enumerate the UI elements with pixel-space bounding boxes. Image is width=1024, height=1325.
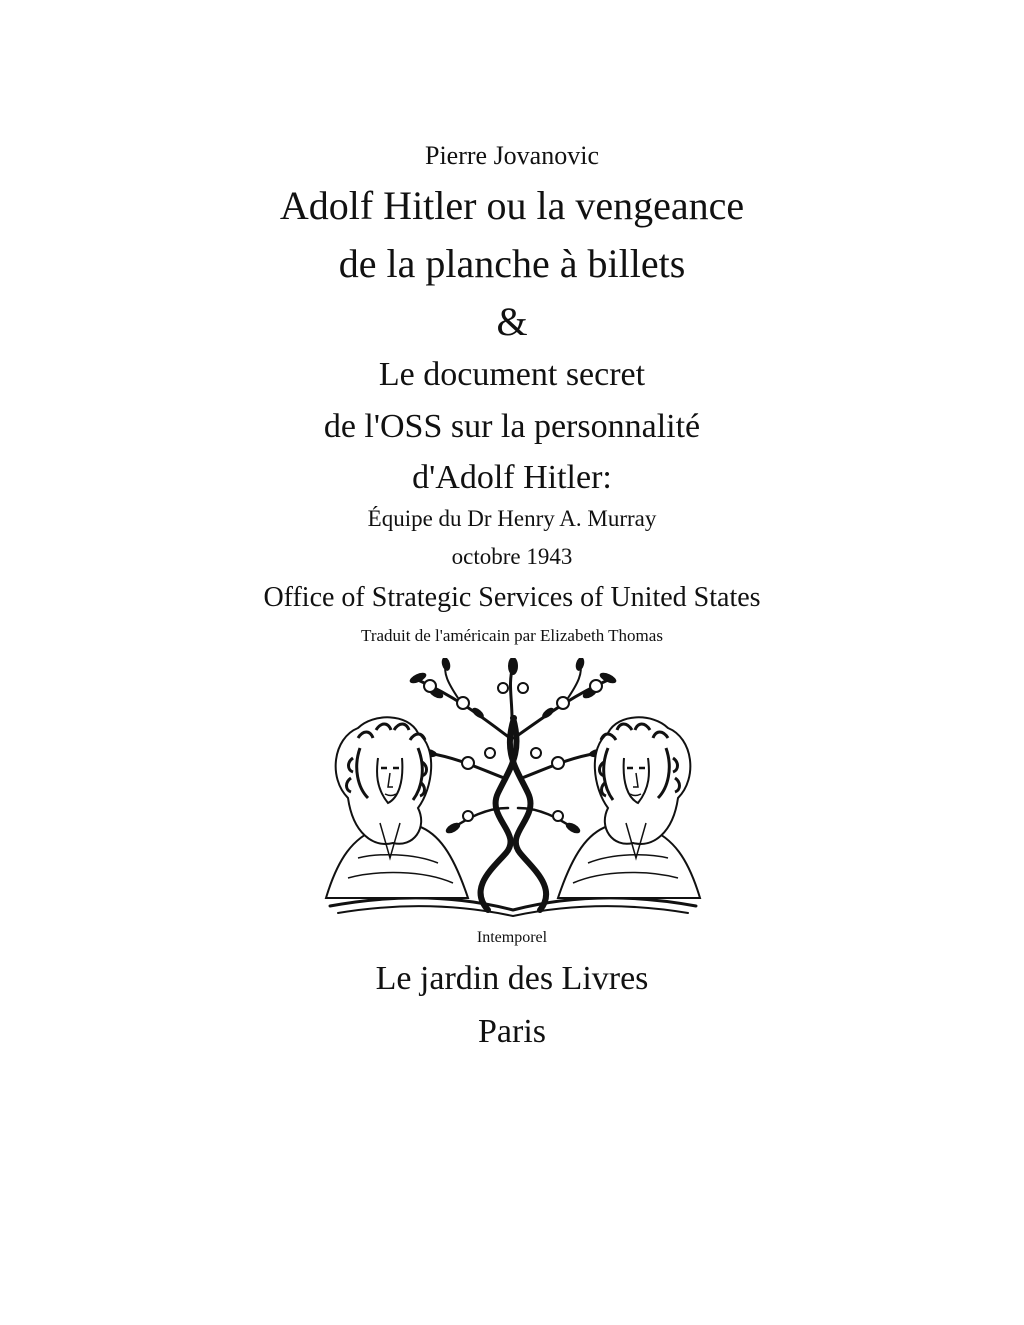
subtitle-line-2: de l'OSS sur la personnalité — [323, 408, 701, 445]
publisher-emblem-icon — [318, 658, 708, 923]
subtitle-line-1: Le document secret — [378, 356, 646, 393]
author-name: Pierre Jovanovic — [424, 141, 599, 170]
document-date: octobre 1943 — [451, 544, 573, 569]
research-team: Équipe du Dr Henry A. Murray — [367, 506, 657, 531]
subtitle-line-3: d'Adolf Hitler: — [412, 459, 612, 496]
publisher-name: Le jardin des Livres — [375, 960, 649, 997]
ampersand: & — [496, 299, 528, 344]
book-title-line-1: Adolf Hitler ou la vengeance — [279, 183, 745, 228]
publisher-city: Paris — [478, 1013, 546, 1050]
collection-name: Intemporel — [476, 929, 548, 946]
office-name: Office of Strategic Services of United States — [263, 582, 761, 613]
book-title-line-2: de la planche à billets — [338, 241, 686, 286]
translator-credit: Traduit de l'américain par Elizabeth Thomas — [361, 626, 663, 645]
